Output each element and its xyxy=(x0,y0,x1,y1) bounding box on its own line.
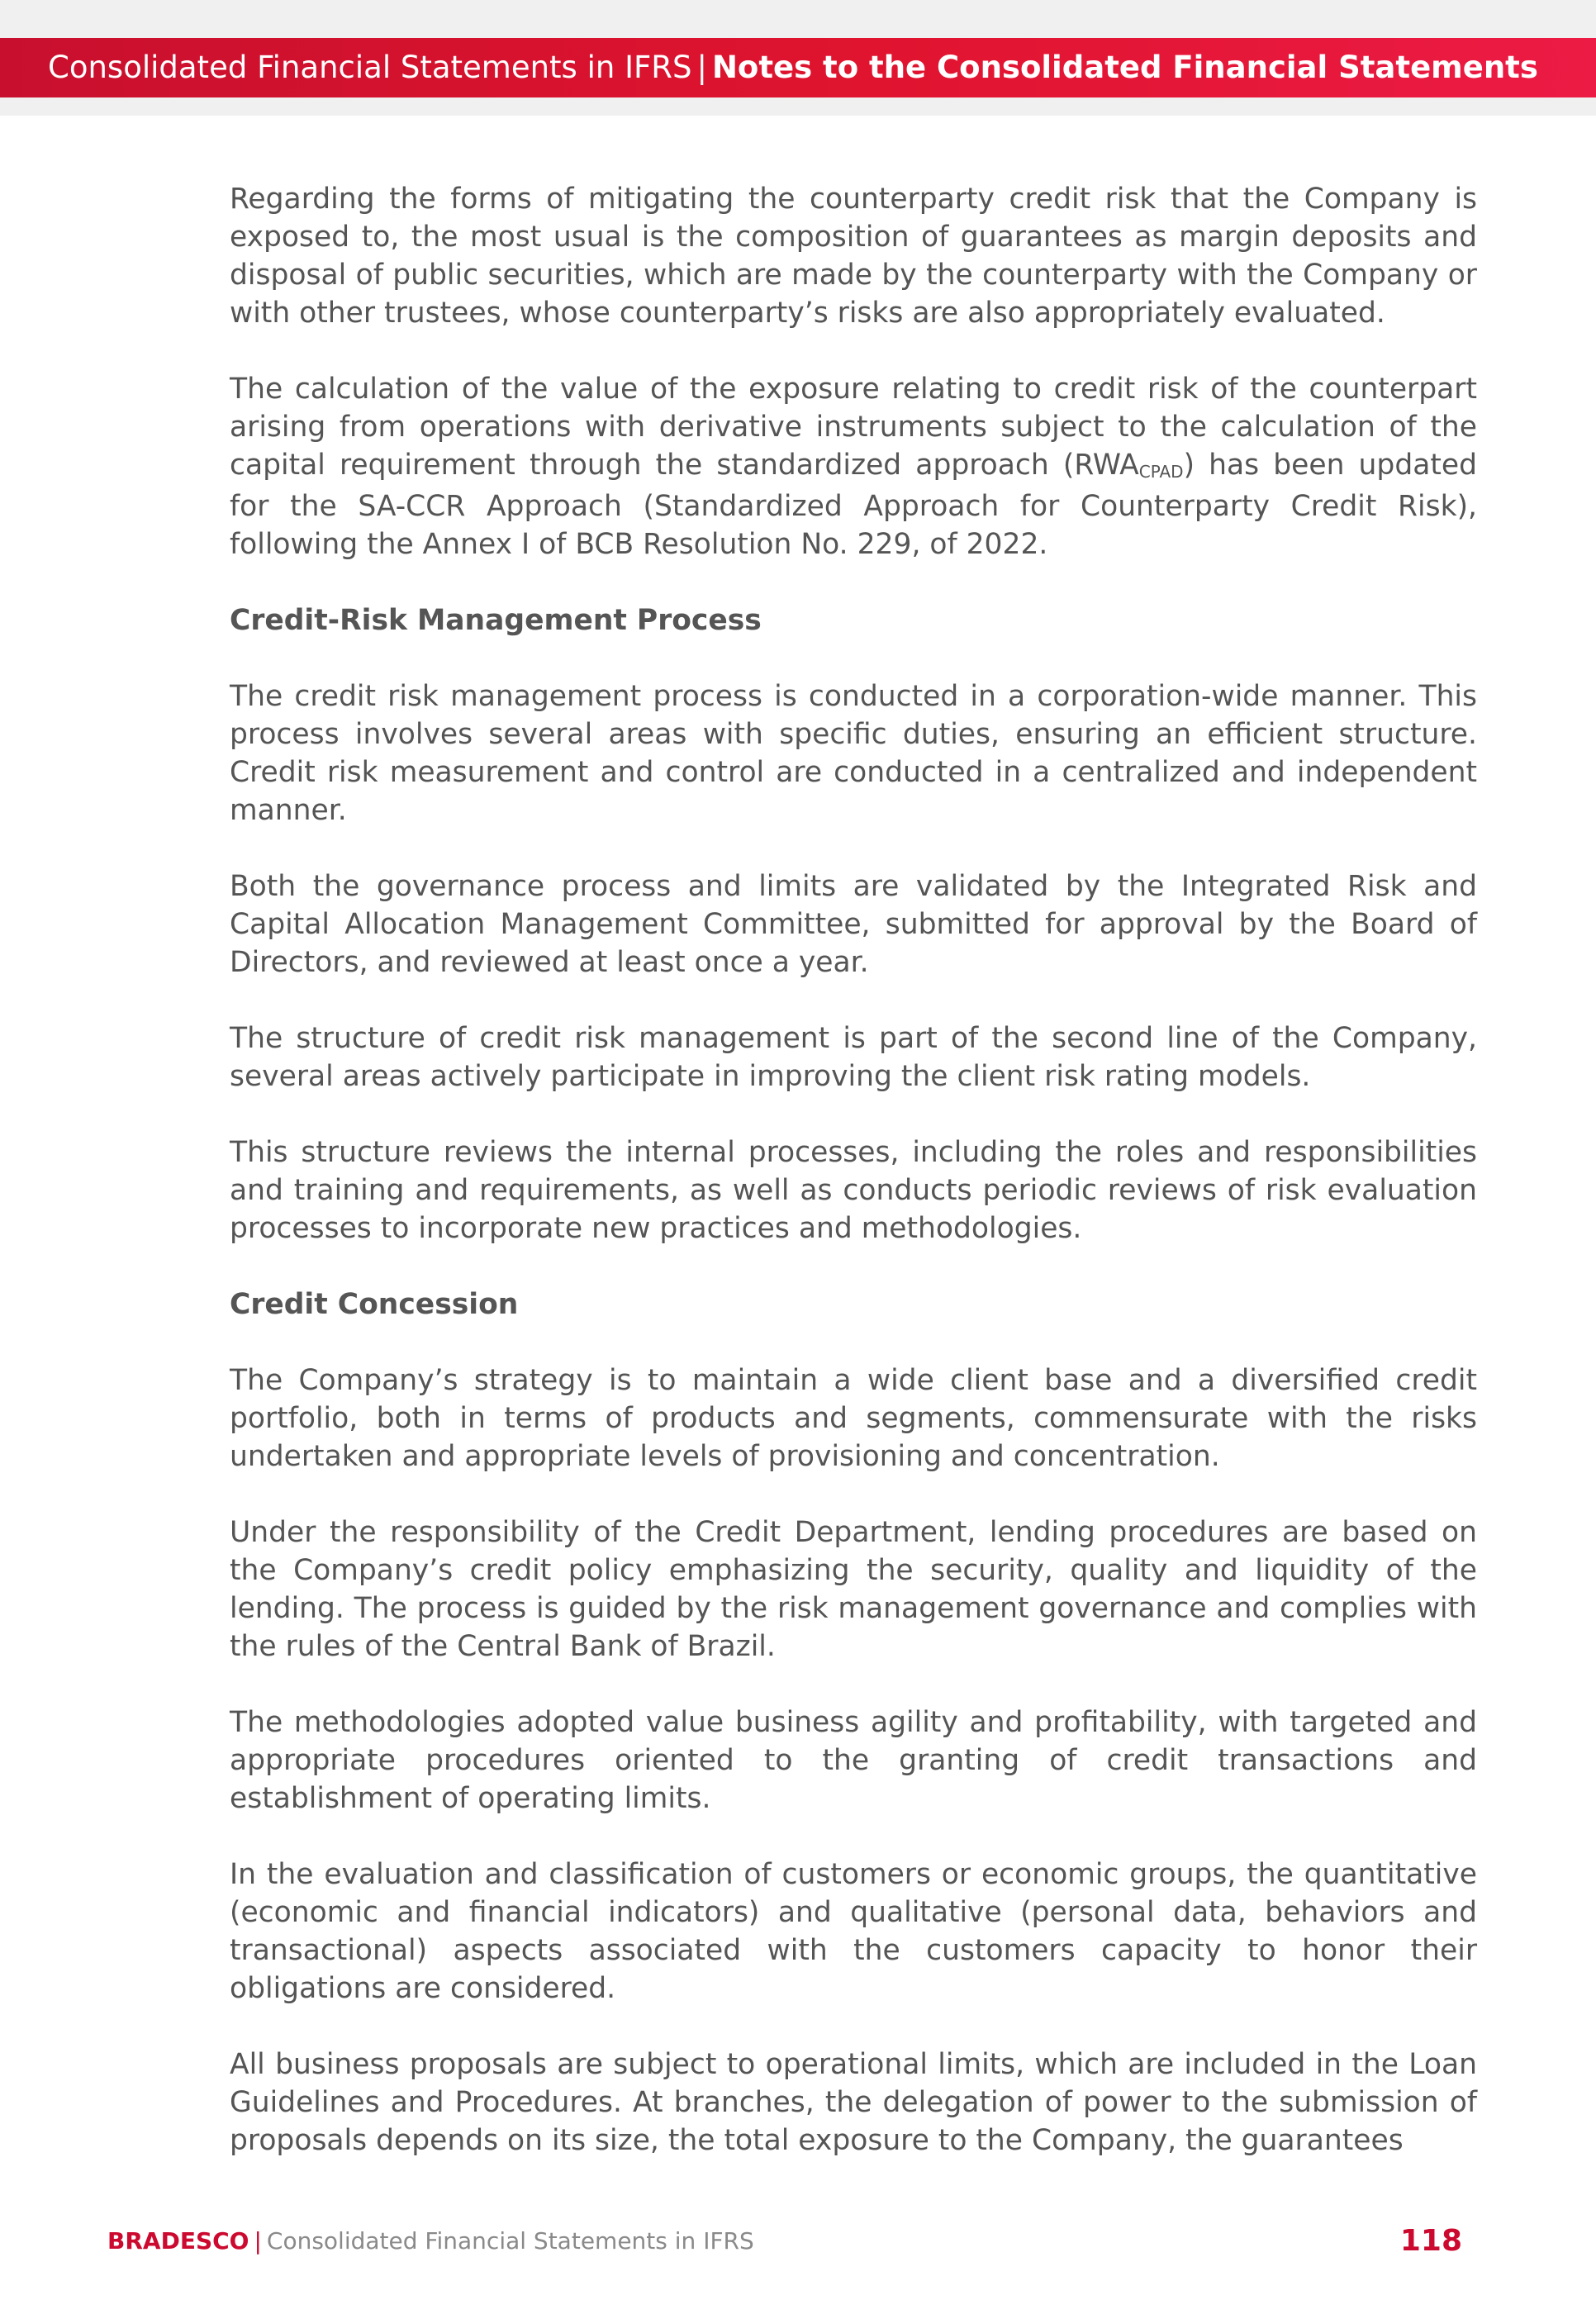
footer-separator: | xyxy=(254,2227,262,2255)
header-inner xyxy=(48,38,1538,97)
paragraph-governance-limits: Both the governance process and limits are validated by the Integrated Risk and Capital Allocation Management Committee, submitted for approval by the Board of Directors, and reviewed at least once a year. xyxy=(230,870,1477,979)
paragraph-exposure-calculation xyxy=(230,370,1477,563)
main-content xyxy=(230,180,1477,2160)
heading-credit-risk-management-process: Credit-Risk Management Process xyxy=(230,604,762,637)
page-number: 118 xyxy=(1399,2224,1462,2258)
paragraph-company-strategy: The Company’s strategy is to maintain a wide client base and a diversified credit portfolio, both in terms of products and segments, commensurate with the risks undertaken and appropriate levels of provisioning and concentration. xyxy=(230,1364,1477,1473)
paragraph-exposure-text-end: ) has been updated for the SA-CCR Approach (Standardized Approach for Counterparty Credit Risk), following the Annex I of BCB Resolution No. 229, of 2022. xyxy=(230,449,1478,561)
paragraph-business-proposals: All business proposals are subject to operational limits, which are included in the Loan Guidelines and Procedures. At branches, the delegation of power to the submission of proposals depends on its size, the total exposure to the Company, the guarantees xyxy=(230,2048,1477,2157)
heading-credit-concession: Credit Concession xyxy=(230,1288,519,1321)
header-bar xyxy=(0,38,1596,97)
paragraph-evaluation-classification: In the evaluation and classification of customers or economic groups, the quantitative (economic and financial indicators) and qualitative (personal data, behaviors and transactional) aspects associated with the customers capacity to honor their obligations are considered. xyxy=(230,1858,1477,2005)
paragraph-structure-second-line: The structure of credit risk management is part of the second line of the Company, several areas actively participate in improving the client risk rating models. xyxy=(230,1022,1477,1093)
paragraph-exposure-text-start: The calculation of the value of the exposure relating to credit risk of the counterpart arising from operations with derivative instruments subject to the calculation of the capital requirement through the standardized approach (RWA xyxy=(230,373,1477,482)
rwa-subscript: CPAD xyxy=(1138,462,1184,482)
paragraph-credit-department: Under the responsibility of the Credit Department, lending procedures are based on the Company’s credit policy emphasizing the security, quality and liquidity of the lending. The process is guided by the risk management governance and complies with the rules of the Central Bank of Brazil. xyxy=(230,1516,1477,1663)
header-separator: | xyxy=(696,50,707,85)
header-title: Notes to the Consolidated Financial Statements xyxy=(711,50,1538,85)
header-section: Consolidated Financial Statements in IFRS xyxy=(48,50,692,85)
footer-text: Consolidated Financial Statements in IFRS xyxy=(266,2227,754,2255)
paragraph-management-process: The credit risk management process is conducted in a corporation-wide manner. This process involves several areas with specific duties, ensuring an efficient structure. Credit risk measurement and control are conducted in a centralized and independent manner. xyxy=(230,680,1477,827)
paragraph-methodologies: The methodologies adopted value business agility and profitability, with targeted and appropriate procedures oriented to the granting of credit transactions and establishment of operating limits. xyxy=(230,1706,1477,1815)
paragraph-counterparty-mitigation: Regarding the forms of mitigating the counterparty credit risk that the Company is exposed to, the most usual is the composition of guarantees as margin deposits and disposal of public securities, which are made by the counterparty with the Company or with other trustees, whose counterparty’s risks are also appropriately evaluated. xyxy=(230,183,1477,330)
footer xyxy=(107,2221,1462,2262)
paragraph-structure-reviews: This structure reviews the internal processes, including the roles and responsibilities and training and requirements, as well as conducts periodic reviews of risk evaluation processes to incorporate new practices and methodologies. xyxy=(230,1136,1477,1245)
footer-brand: BRADESCO xyxy=(107,2227,249,2255)
